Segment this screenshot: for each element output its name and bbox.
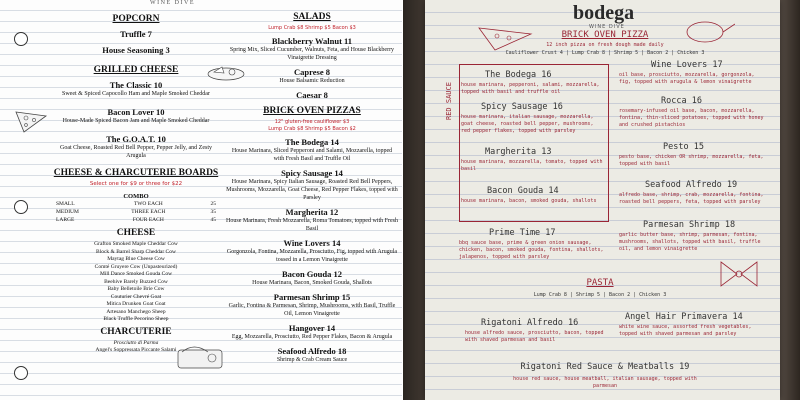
table-background — [778, 0, 800, 400]
combo-price: 35 — [210, 209, 216, 215]
header-tag: WINE DIVE — [150, 0, 195, 6]
menu-item-name: Caprese 8 — [294, 67, 330, 77]
menu-item-name: Margherita 12 — [285, 207, 339, 217]
cheese-line: Maytag Blue Cheese Cow — [107, 256, 165, 262]
menu-item-name: Seafood Alfredo 18 — [277, 346, 347, 356]
cheese-line: Block & Barrel Sharp Cheddar Cow — [96, 248, 176, 255]
section-title-charcuterie: CHARCUTERIE — [100, 326, 172, 337]
menu-item-desc: house marinara, italian sausage, mozzarella, goat cheese, roasted bell pepper, mushrooms, red pepper flakes, topped with parsley — [461, 114, 594, 134]
menu-item-desc: alfredo base, shrimp, crab, mozzarella, fontina, roasted bell peppers, feta, topped with parsley — [619, 192, 764, 205]
menu-item-desc: Gorgonzola, Fontina, Mozzarella, Prosciutto, Fig, topped with Arugula tossed in a Lemon Vinaigrette — [226, 249, 398, 263]
combo-title: COMBO — [123, 193, 149, 200]
charcuterie-line: Prosciutto di Parma — [113, 339, 159, 346]
pizza-title: BRICK OVEN PIZZA — [561, 30, 649, 40]
menu-column-left — [52, 10, 220, 355]
combo-count: FOUR EACH — [132, 217, 164, 223]
menu-item-name: Spicy Sausage 14 — [281, 168, 343, 178]
combo-price: 45 — [210, 217, 216, 223]
menu-item-desc: house marinara, pepperoni, salami, mozzarella, topped with basil and truffle oil — [461, 82, 600, 95]
menu-item-name: Seafood Alfredo 19 — [645, 180, 738, 190]
charcuterie-line: Angel's Soppressata Piccante Salami — [95, 347, 177, 353]
menu-item-desc: garlic butter base, shrimp, parmesan, fontina, mushrooms, shallots, topped with basil, truffle oil, and lemon vinaigrette — [619, 232, 761, 252]
menu-item-desc: house marinara, mozzarella, tomato, topped with basil — [461, 159, 603, 172]
menu-item-name: Hangover 14 — [288, 323, 336, 333]
pizza-addons: Cauliflower Crust 4 | Lump Crab 8 | Shrimp 5 | Bacon 2 | Chicken 3 — [505, 50, 705, 56]
menu-item-desc: House Marinara, Bacon, Smoked Gouda, Shallots — [252, 280, 372, 286]
menu-item-name: Wine Lovers 17 — [651, 60, 723, 70]
cheese-line: Comté Gruyere Cow (Unpasteurized) — [94, 263, 178, 270]
menu-photo-right — [403, 0, 800, 400]
menu-item-name: Caesar 8 — [296, 90, 328, 100]
menu-item-name: Prime Time 17 — [489, 228, 556, 238]
menu-item-desc: House Marinara, Fresh Mozzarella, Roma Tomatoes, topped with Fresh Basil — [226, 218, 398, 232]
combo-size: LARGE — [56, 217, 75, 223]
combo-row — [52, 216, 220, 224]
menu-item-name: Wine Lovers 14 — [283, 238, 341, 248]
pizzas-addons: Lump Crab $8 Shrimp $5 Bacon $2 — [268, 126, 356, 132]
menu-item-desc: rosemary-infused oil base, bacon, mozzarella, fontina, thin-sliced potatoes, topped with honey and crushed pistachios — [619, 108, 764, 128]
menu-item-name: The Bodega 16 — [485, 70, 552, 80]
cheese-line: Black Truffle Pecorino Sheep — [103, 316, 169, 322]
menu-item-name: The Classic 10 — [109, 80, 163, 90]
menu-item-name: Truffle 7 — [120, 29, 152, 39]
menu-item-name: Angel Hair Primavera 14 — [625, 312, 743, 322]
menu-item-name: Rigatoni Alfredo 16 — [481, 318, 579, 328]
menu-item-desc: Shrimp & Crab Cream Sauce — [276, 357, 348, 363]
salads-addons: Lump Crab $8 Shrimp $5 Bacon $3 — [268, 25, 356, 31]
menu-item-name: Spicy Sausage 16 — [481, 102, 563, 112]
cheese-line: Grafton Smoked Maple Cheddar Cow — [94, 241, 178, 247]
menu-item-desc: House Balsamic Reduction — [279, 78, 345, 84]
combo-price: 25 — [210, 201, 216, 207]
binder-hole — [14, 366, 28, 380]
combo-size: SMALL — [56, 201, 75, 207]
boards-note: Select one for $9 or three for $22 — [89, 181, 183, 187]
menu-item-desc: bbq sauce base, prime & green onion sausage, chicken, bacon, smoked gouda, fontina, shallots, jalapenos, topped with parsley — [459, 240, 604, 260]
section-title-cheese: CHEESE — [116, 228, 156, 238]
menu-item-name: Parmesan Shrimp 18 — [643, 220, 736, 230]
menu-item-name: The Bodega 14 — [285, 137, 339, 147]
menu-item-name: Margherita 13 — [485, 147, 552, 157]
section-title-pizzas: BRICK OVEN PIZZAS — [263, 106, 361, 116]
menu-item-name: Bacon Gouda 12 — [282, 269, 342, 279]
menu-item-desc: Goat Cheese, Roasted Red Bell Pepper, Pepper Jelly, and Zesty Arugula — [59, 145, 212, 159]
menu-column-right — [226, 6, 398, 364]
menu-item-desc: Garlic, Fontina & Parmesan, Shrimp, Mushrooms, with Basil, Truffle Oil, Lemon Vinaigrette — [228, 303, 396, 317]
menu-item-desc: House Marinara, Spicy Italian Sausage, Roasted Red Bell Peppers, Mushrooms, Mozzarella, Goat Cheese, Red Pepper Flakes, topped with Parsley — [226, 179, 398, 201]
pizzas-note: 12" gluten-free cauliflower $3 — [274, 119, 350, 125]
pizza-slice-sketch-icon — [14, 108, 48, 134]
menu-item-desc: House Marinara, Sliced Pepperoni and Salami, Mozzarella, topped with Fresh Basil and Truffle Oil — [231, 148, 393, 162]
menu-item-desc: Egg, Mozzarella, Prosciutto, Red Pepper Flakes, Bacon & Arugula — [231, 334, 393, 340]
pasta-addons: Lump Crab 8 | Shrimp 5 | Bacon 2 | Chicken 3 — [533, 292, 667, 298]
binder-hole — [14, 32, 28, 46]
logo-subtitle: WINE DIVE — [589, 24, 625, 30]
menu-item-name: Bacon Lover 10 — [107, 107, 165, 117]
combo-row — [52, 208, 220, 216]
combo-size: MEDIUM — [56, 209, 79, 215]
binder-hole — [14, 200, 28, 214]
section-title-salads: SALADS — [293, 12, 331, 22]
menu-item-desc: house red sauce, house meatball, italian sausage, topped with parmesan — [513, 376, 697, 389]
section-title-popcorn: POPCORN — [112, 14, 160, 24]
pasta-title: PASTA — [586, 278, 614, 288]
section-title-boards: CHEESE & CHARCUTERIE BOARDS — [53, 168, 219, 178]
menu-item-desc: Spring Mix, Sliced Cucumber, Walnuts, Feta, and House Blackberry Vinaigrette Dressing — [229, 47, 395, 61]
cheese-line: Baby Belletoile Brie Cow — [107, 286, 165, 292]
pasta-bowtie-doodle-icon — [717, 256, 761, 292]
cheese-line: Beehive Barely Buzzed Cow — [104, 278, 168, 285]
section-title-grilled-cheese: GRILLED CHEESE — [93, 65, 179, 75]
menu-item-name: Rigatoni Red Sauce & Meatballs 19 — [520, 362, 690, 372]
menu-item-name: Blackberry Walnut 11 — [271, 36, 353, 46]
pizza-note: 12 inch pizza on fresh dough made daily — [546, 42, 664, 48]
cheese-line: Mitica Drunken Goat Goat — [106, 301, 166, 307]
menu-item-desc: pesto base, chicken OR shrimp, mozzarella, feta, topped with basil — [619, 154, 764, 167]
bodega-logo: bodega — [573, 2, 635, 24]
menu-item-desc: house alfredo sauce, prosciutto, bacon, topped with shaved parmesan and basil — [465, 330, 604, 343]
menu-sheet — [425, 0, 780, 400]
cheese-line: Artesano Manchego Sheep — [106, 308, 166, 315]
menu-item-desc: white wine sauce, assorted fresh vegetables, topped with shaved parmesan and parsley — [619, 324, 752, 337]
red-sauce-label: RED SAUCE — [445, 82, 453, 120]
menu-item-name: Parmesan Shrimp 15 — [273, 292, 351, 302]
menu-item-name: Bacon Gouda 14 — [487, 186, 559, 196]
menu-item-desc: House-Made Spiced Bacon Jam and Maple Smoked Cheddar — [62, 118, 210, 124]
menu-item-name: Rocca 16 — [661, 96, 702, 106]
combo-row — [52, 200, 220, 208]
menu-item-desc: house marinara, bacon, smoked gouda, shallots — [461, 198, 597, 204]
combo-count: THREE EACH — [131, 209, 166, 215]
combo-count: TWO EACH — [133, 201, 163, 207]
menu-item-name: House Seasoning 3 — [102, 45, 170, 55]
menu-item-desc: Sweet & Spiced Capocollo Ham and Maple Smoked Cheddar — [62, 91, 210, 97]
menu-item-name: Pesto 15 — [663, 142, 704, 152]
cheese-line: Mill Dance Smoked Gouda Cow — [99, 271, 173, 277]
menu-item-name: The G.O.A.T. 10 — [106, 134, 166, 144]
cheese-line: Couturier Chevré Goat — [110, 293, 162, 300]
menu-item-desc: oil base, prosciutto, mozzarella, gorgonzola, fig, topped with arugula & lemon vinaigrette — [619, 72, 755, 85]
